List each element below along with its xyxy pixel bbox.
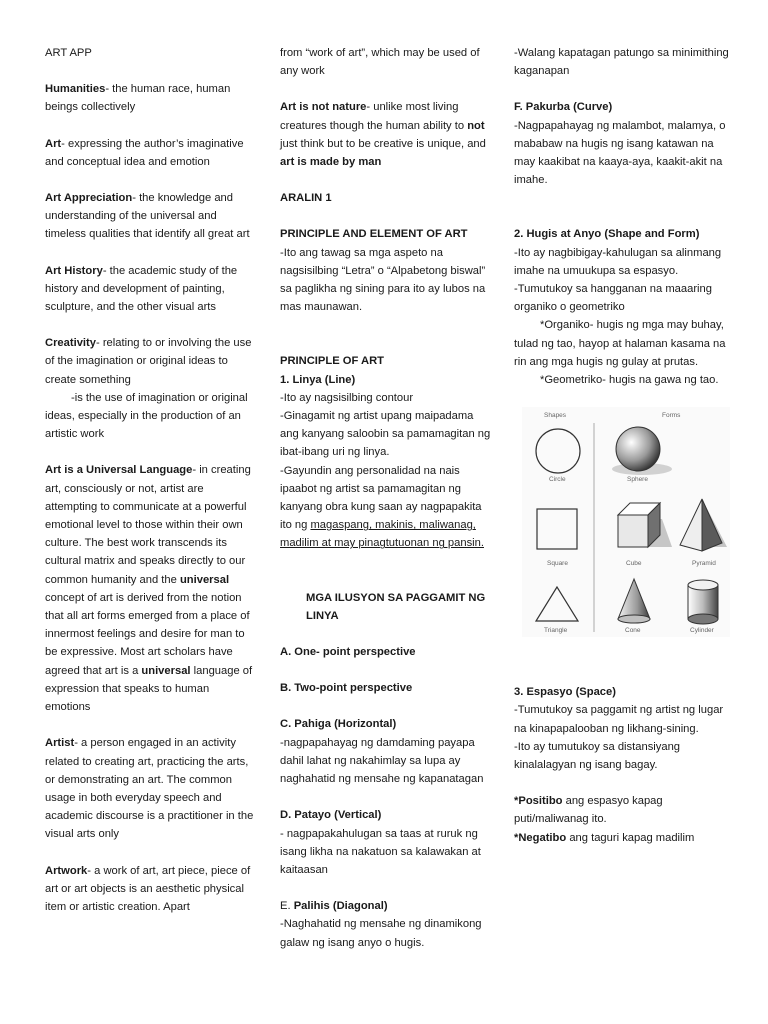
text-hugis-1: -Ito ay nagbibigay-kahulugan sa alinmang imahe na umuukupa sa espasyo.	[514, 246, 722, 277]
text-espasyo-2: -Ito ay tumutukoy sa distansiyang kinalalagyan ng isang bagay.	[514, 740, 681, 772]
square-shape	[537, 509, 577, 549]
pyramid-right-face	[702, 499, 722, 551]
text-hugis-organiko: *Organiko- hugis ng mga may buhay, tulad ng tao, hayop at halaman kasama na rin ang mga hugis ng gulay at prutas.	[514, 319, 726, 368]
text-hugis-2: -Tumutukoy sa hangganan na maaaring organiko o geometriko	[514, 283, 712, 314]
section-pakurba	[514, 98, 734, 189]
label-sphere: Sphere	[627, 476, 648, 484]
text-pakurba-prev: -Walang kapatagan patungo sa minimithing kaganapan	[514, 47, 729, 78]
definition-not-nature: Art is not nature- unlike most living creatures though the human ability to not just think but to be creative is unique, and art is made by man	[280, 101, 486, 169]
text-pahiga: -nagpapahayag ng damdaming payapa dahil lahat ng nakahimlay sa lupa ay naghahatid ng mensahe ng kapanatagan	[280, 736, 484, 786]
definition-humanities: Humanities- the human race, human beings collectively	[45, 83, 231, 114]
text-principle-element: -Ito ang tawag sa mga aspeto na nagsisilbing “Letra” o “Alpabetong biswal” sa paglikha ng sining para ito ay lubos na mas maunawan.	[280, 246, 486, 314]
definition-art: Art- expressing the author’s imaginative and conceptual idea and emotion	[45, 137, 244, 168]
label-cylinder: Cylinder	[690, 627, 714, 635]
heading-principle-element: PRINCIPLE AND ELEMENT OF ART	[280, 228, 468, 241]
underlined-qualities: magaspang, makinis, maliwanag, madilim at may pinagtutuonan ng pansin.	[280, 519, 484, 550]
heading-principle-of-art: PRINCIPLE OF ART	[280, 355, 385, 368]
column-2	[280, 44, 492, 970]
text-positibo: *Positibo ang espasyo kapag puti/maliwanag ito.	[514, 795, 663, 826]
pyramid-left-face	[680, 499, 702, 551]
section-hugis	[514, 225, 734, 389]
heading-linya: 1. Linya (Line)	[280, 373, 356, 386]
text-espasyo-1: -Tumutukoy sa paggamit ng artist ng lugar na kinapapalooban ng likhang-sining.	[514, 704, 724, 735]
definition-universal-language: Art is a Universal Language- in creating art, consciously or not, artist are attempting to communicate at a powerful emotional level to those within their own culture. The best work transcends its cultural matrix and speaks directly to our common humanity and the universal concept of art is derived from the notion that all art forms emerged from a place of innermost feelings and desire for man to be expressive. Most art scholars have agreed that art is a universal language of expression that speaks to human emotions	[45, 464, 253, 714]
term-not-nature: Art is not nature	[280, 101, 367, 114]
term-creativity: Creativity	[45, 337, 96, 350]
text-linya-3: -Gayundin ang personalidad na nais ipaabot ng artist sa pamamagitan ng kanyang obra kung saan ay nagpapakita ito ng magaspang, makinis, maliwanag, madilim at may pinagtutuonan ng pansin.	[280, 464, 484, 550]
text-palihis: -Naghahatid ng mensahe ng dinamikong galaw ng isang anyo o hugis.	[280, 918, 482, 949]
item-one-point: A. One- point perspective	[280, 646, 416, 659]
cube-front	[618, 515, 648, 547]
label-square: Square	[547, 560, 568, 568]
shapes-forms-figure	[522, 407, 730, 637]
term-art-history: Art History	[45, 264, 103, 277]
cylinder-bottom	[688, 614, 718, 624]
term-artist: Artist	[45, 737, 75, 750]
text-patayo: - nagpapakahulugan sa taas at ruruk ng isang likha na nakatuon sa kalawakan at kaitaasan	[280, 827, 481, 876]
figure-forms-header: Forms	[662, 412, 681, 420]
heading-patayo: D. Patayo (Vertical)	[280, 809, 382, 822]
section-patayo	[280, 806, 492, 879]
definition-art-appreciation: Art Appreciation- the knowledge and understanding of the universal and timeless qualities that identify all great art	[45, 192, 250, 241]
definition-creativity-2: -is the use of imagination or original ideas, especially in the production of an artistic work	[45, 391, 248, 441]
column-3	[514, 44, 734, 847]
term-artwork: Artwork	[45, 864, 88, 877]
section-espasyo	[514, 683, 734, 847]
circle-shape	[536, 429, 580, 473]
text-pakurba: -Nagpapahayag ng malambot, malamya, o mababaw na hugis ng isang katawan na may kaakibat na kaaya-aya, kaakit-akit na imahe.	[514, 119, 726, 187]
definition-artwork: Artwork- a work of art, art piece, piece of art or art objects is an aesthetic physical item or artistic creation. Apart	[45, 864, 251, 913]
label-triangle: Triangle	[544, 627, 568, 635]
cone-form	[618, 579, 650, 619]
section-principle-element	[280, 225, 492, 316]
section-principle-of-art	[280, 352, 492, 552]
lesson-heading: ARALIN 1	[280, 192, 332, 205]
figure-shapes-header: Shapes	[544, 412, 567, 420]
item-two-point: B. Two-point perspective	[280, 682, 413, 695]
definition-creativity: Creativity- relating to or involving the use of the imagination or original ideas to create something	[45, 337, 252, 386]
cylinder-top	[688, 580, 718, 590]
definition-artist: Artist- a person engaged in an activity related to creating art, practicing the arts, or demonstrating an art. The common usage in both everyday speech and academic discourse is a practitioner in the visual arts only	[45, 737, 254, 841]
column-1	[45, 44, 255, 934]
section-palihis	[280, 897, 492, 952]
shapes-forms-illustration	[522, 407, 730, 637]
text-hugis-geometriko: *Geometriko- hugis na gawa ng tao.	[540, 374, 719, 387]
triangle-shape	[536, 587, 578, 621]
heading-ilusyon: MGA ILUSYON SA PAGGAMIT NG LINYA	[306, 591, 486, 622]
heading-hugis: 2. Hugis at Anyo (Shape and Form)	[514, 228, 700, 241]
term-art-appreciation: Art Appreciation	[45, 192, 133, 205]
text-linya-1: -Ito ay nagsisilbing contour	[280, 391, 414, 404]
label-circle: Circle	[549, 476, 566, 484]
artwork-continued: from “work of art”, which may be used of any work	[280, 47, 480, 78]
cone-base	[618, 615, 650, 623]
label-cone: Cone	[625, 627, 641, 635]
sphere-form	[616, 427, 660, 471]
label-cube: Cube	[626, 560, 642, 568]
app-title: ART APP	[45, 47, 92, 59]
text-linya-2: -Ginagamit ng artist upang maipadama ang kanyang saloobin sa pamamagitan ng ibat-ibang uri ng linya.	[280, 410, 491, 459]
label-pyramid: Pyramid	[692, 560, 716, 568]
heading-pakurba: F. Pakurba (Curve)	[514, 101, 613, 114]
heading-palihis: E. Palihis (Diagonal)	[280, 900, 388, 913]
term-art: Art	[45, 137, 62, 150]
term-universal-language: Art is a Universal Language	[45, 464, 193, 477]
section-pahiga	[280, 715, 492, 788]
definition-art-history: Art History- the academic study of the history and development of painting, sculpture, and the other visual arts	[45, 264, 238, 314]
heading-pahiga: C. Pahiga (Horizontal)	[280, 718, 397, 731]
text-negatibo: *Negatibo ang taguri kapag madilim	[514, 831, 695, 844]
heading-espasyo: 3. Espasyo (Space)	[514, 686, 616, 699]
term-humanities: Humanities	[45, 83, 106, 96]
